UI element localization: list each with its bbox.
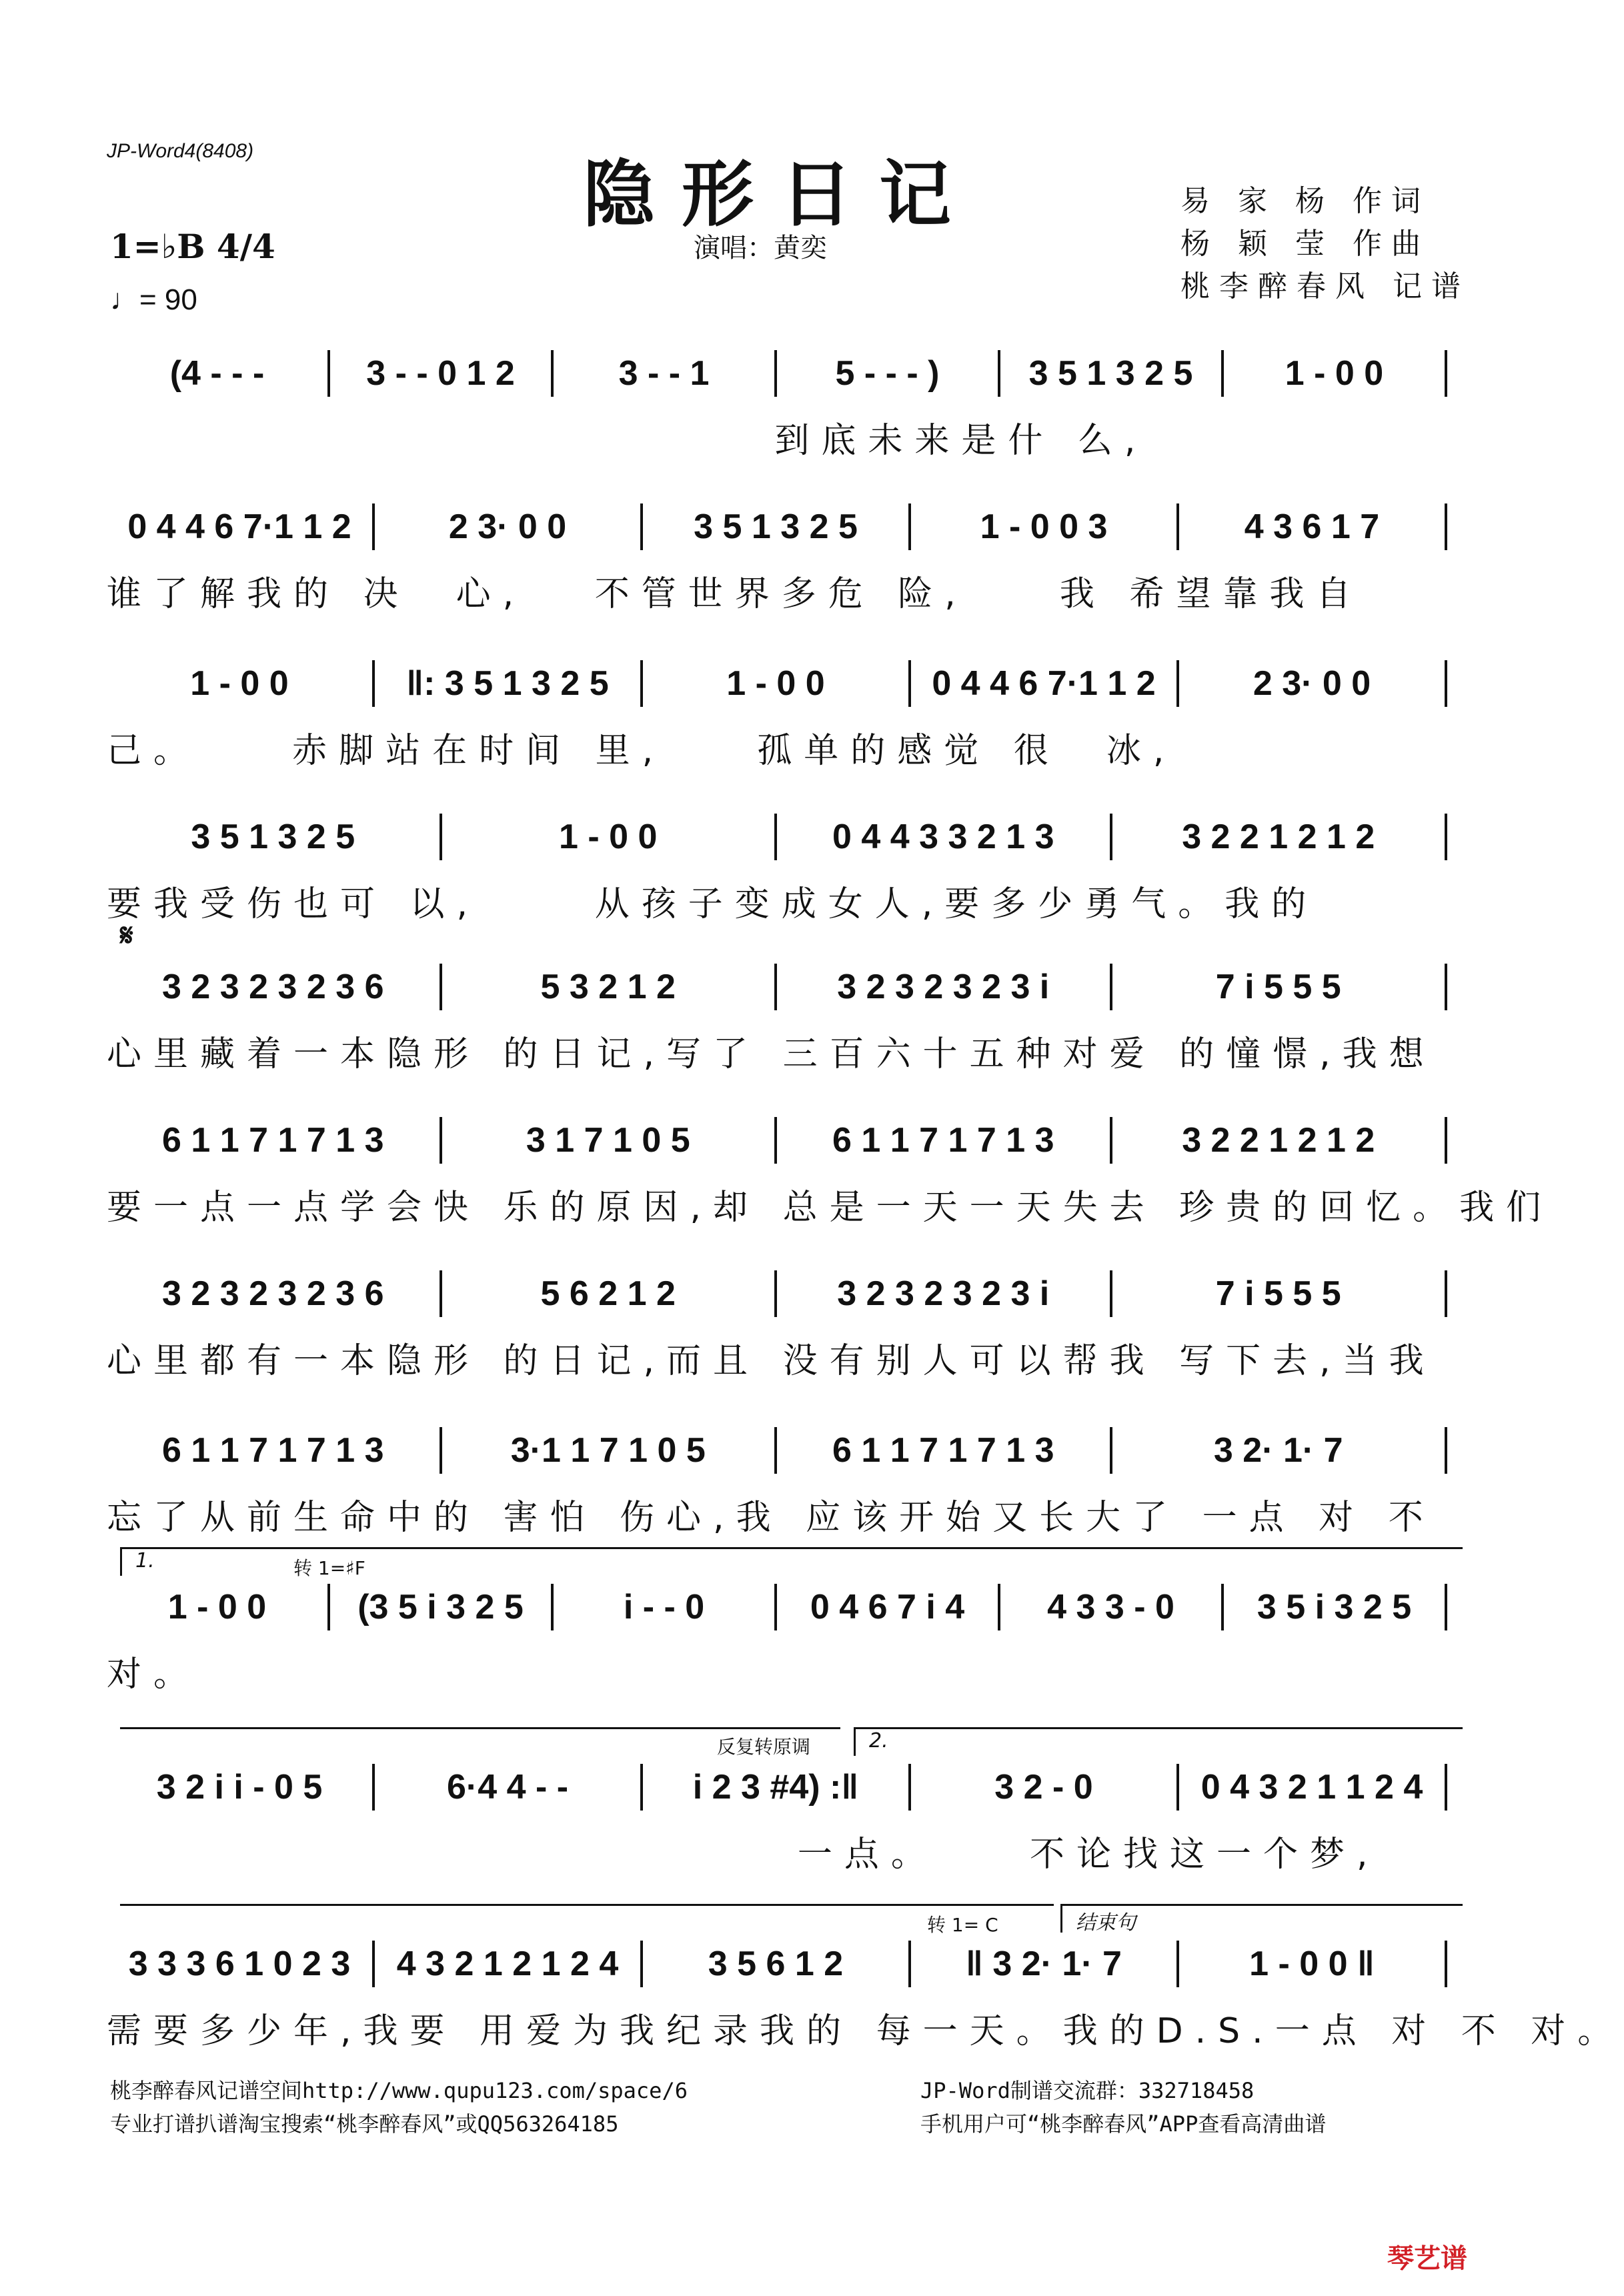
measure: 4 3 6 1 7 (1176, 503, 1447, 550)
measure: 3 2· 1· 7 (1110, 1427, 1448, 1474)
lyric-line: 己。 赤脚站在时间 里, 孤单的感觉 很 冰, (107, 731, 1176, 771)
measure: 7 i 5 5 5 (1110, 964, 1448, 1010)
lyric-line: 需要多少年,我要 用爱为我纪录我的 每一天。我的D.S.一点 对 不 对。 (107, 2011, 1624, 2051)
score-system-11 (107, 1937, 1624, 2053)
measure: 4 3 2 1 2 1 2 4 (372, 1941, 640, 1987)
composer-credit: 杨 颖 莹 作曲 (1180, 227, 1430, 261)
score-system-8 (107, 1424, 1447, 1539)
lyric-line: 谁了解我的 决 心, 不管世界多危 险, 我 希望靠我自 (107, 574, 1363, 614)
footer-right-line-1: JP-Word制谱交流群：332718458 (920, 2078, 1255, 2103)
score-system-10 (107, 1761, 1447, 1876)
measure: 0 4 4 6 7·1 1 2 (127, 507, 351, 546)
lyric-line: 要我受伤也可 以, 从孩子变成女人,要多少勇气。我的 (107, 884, 1319, 924)
measure: i 2 3 #4) :‖ (640, 1764, 908, 1811)
measure: 3 2 - 0 (908, 1764, 1176, 1811)
singer-credit: 演唱：黄奕 (694, 233, 827, 263)
measure: 3 5 1 3 2 5 (998, 350, 1221, 397)
lyric-line: 忘了从前生命中的 害怕 伤心,我 应该开始又长大了 一点 对 不 (107, 1498, 1435, 1538)
measure: 3 2 3 2 3 2 3 6 (162, 968, 384, 1006)
lyric-line: 心里都有一本隐形 的日记,而且 没有别人可以帮我 写下去,当我 (107, 1341, 1436, 1381)
score-system-2 (107, 500, 1447, 616)
measure: 3 2 2 1 2 1 2 (1110, 1117, 1448, 1164)
lyric-line: 要一点一点学会快 乐的原因,却 总是一天一天失去 珍贵的回忆。我们 (107, 1188, 1553, 1228)
measure: 0 4 4 6 7·1 1 2 (908, 660, 1176, 707)
measure: 3 - - 0 1 2 (327, 350, 551, 397)
footer-left-line-1: 桃李醉春风记谱空间http://www.qupu123.com/space/6 (110, 2078, 688, 2103)
measure: 6 1 1 7 1 7 1 3 (162, 1431, 384, 1470)
tempo-mark: ♩= 90 (110, 283, 197, 316)
measure: 1 - 0 0 (440, 814, 775, 860)
transcriber-credit: 桃李醉春风 记谱 (1180, 269, 1470, 303)
lyricist-credit: 易 家 杨 作词 (1180, 184, 1430, 218)
measure: 3 2 3 2 3 2 3 i (774, 1270, 1110, 1317)
measure: 4 3 3 - 0 (998, 1584, 1221, 1630)
measure: (4 - - - (169, 354, 265, 393)
measure: 2 3· 0 0 (1176, 660, 1447, 707)
score-system-7 (107, 1267, 1447, 1382)
measure: 3 5 i 3 2 5 (1221, 1584, 1447, 1630)
measure: 1 - 0 0 (1221, 350, 1447, 397)
volta-bracket-2 (854, 1727, 1463, 1756)
measure: 1 - 0 0 3 (908, 503, 1176, 550)
measure: 3 1 7 1 0 5 (440, 1117, 775, 1164)
score-system-3 (107, 657, 1447, 772)
measure: 3·1 1 7 1 0 5 (440, 1427, 775, 1474)
measure: 2 3· 0 0 (372, 503, 640, 550)
volta-bracket-2-cont (120, 1904, 1054, 1933)
footer-left-line-2: 专业打谱扒谱淘宝搜索“桃李醉春风”或QQ563264185 (110, 2111, 619, 2137)
repeat-instruction: 反复转原调 (717, 1736, 811, 1758)
modulation-mark-2: 转 1= C (927, 1914, 998, 1936)
modulation-mark: 转 1=♯F (293, 1557, 365, 1579)
site-logo: 琴艺谱 (1387, 2243, 1467, 2274)
measure: 1 - 0 0 (640, 660, 908, 707)
score-system-9 (107, 1580, 1447, 1696)
measure: 3 3 3 6 1 0 2 3 (128, 1945, 351, 1983)
measure: 0 4 3 2 1 1 2 4 (1176, 1764, 1447, 1811)
measure: 6 1 1 7 1 7 1 3 (162, 1121, 384, 1160)
measure: i - - 0 (551, 1584, 774, 1630)
coda-label: 结束句 (1076, 1911, 1136, 1935)
song-title: 隐形日记 (582, 153, 978, 237)
footer-right-line-2: 手机用户可“桃李醉春风”APP查看高清曲谱 (920, 2111, 1327, 2137)
measure: 3 5 1 3 2 5 (191, 818, 355, 856)
measure: 5 - - - ) (774, 350, 998, 397)
lyric-line: 一点。 不论找这一个梦, (107, 1835, 1380, 1875)
volta-2-label: 2. (869, 1729, 888, 1753)
measure: 3 - - 1 (551, 350, 774, 397)
measure: (3 5 i 3 2 5 (327, 1584, 551, 1630)
lyric-line: 对。 (107, 1654, 201, 1694)
lyric-line: 到底未来是什 么, (107, 421, 1148, 461)
measure: 1 - 0 0 (167, 1588, 267, 1626)
measure: 3 2 i i - 0 5 (156, 1768, 323, 1807)
credits (1180, 180, 1470, 308)
measure: 3 5 6 1 2 (640, 1941, 908, 1987)
version-label: JP-Word4(8408) (107, 140, 254, 162)
measure: 1 - 0 0 (190, 664, 289, 703)
measure: 6 1 1 7 1 7 1 3 (774, 1427, 1110, 1474)
segno-sign: 𝄋 (120, 917, 133, 953)
coda-bracket (1060, 1904, 1463, 1933)
footer-left (110, 2074, 688, 2141)
measure: 6·4 4 - - (372, 1764, 640, 1811)
measure: 7 i 5 5 5 (1110, 1270, 1448, 1317)
measure: 0 4 6 7 i 4 (774, 1584, 998, 1630)
measure: 3 2 3 2 3 2 3 i (774, 964, 1110, 1010)
measure: 3 5 1 3 2 5 (640, 503, 908, 550)
measure: 5 6 2 1 2 (440, 1270, 775, 1317)
measure: 1 - 0 0 ‖ (1176, 1941, 1447, 1987)
score-system-5 (107, 960, 1447, 1076)
measure: 3 2 3 2 3 2 3 6 (162, 1274, 384, 1313)
key-signature: 1=♭B 4/4 (110, 227, 275, 266)
measure: ‖ 3 2· 1· 7 (908, 1941, 1176, 1987)
score-system-6 (107, 1114, 1553, 1229)
measure: 5 3 2 1 2 (440, 964, 775, 1010)
volta-1-label: 1. (135, 1549, 155, 1572)
score-system-1 (107, 347, 1447, 462)
measure: 0 4 4 3 3 2 1 3 (774, 814, 1110, 860)
lyric-line: 心里藏着一本隐形 的日记,写了 三百六十五种对爱 的憧憬,我想 (107, 1034, 1436, 1074)
footer-right (920, 2074, 1326, 2141)
measure: 6 1 1 7 1 7 1 3 (774, 1117, 1110, 1164)
measure: ‖: 3 5 1 3 2 5 (372, 660, 640, 707)
measure: 3 2 2 1 2 1 2 (1110, 814, 1448, 860)
score-system-4 (107, 810, 1447, 926)
